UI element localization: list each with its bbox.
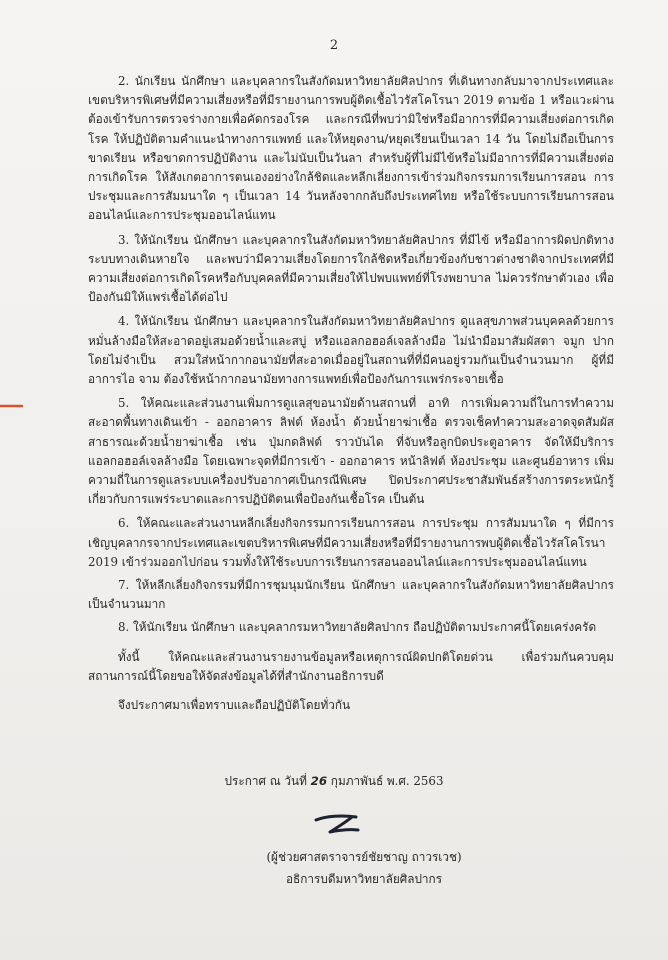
date-prefix: ประกาศ ณ วันที่ (224, 774, 311, 788)
reporting-note: ทั้งนี้ ให้คณะและส่วนงานรายงานข้อมูลหรือเหตุการณ์ผิดปกติโดยด่วน เพื่อร่วมกันควบคุมสถานการณ์นี้โดยขอให้จัดส่งข้อมูลได้ที่สำนักงานอธิการบดี (88, 649, 614, 683)
paragraph-item-7: 7. ให้หลีกเลี่ยงกิจกรรมที่มีการชุมนุมนักเรียน นักศึกษา และบุคลากรในสังกัดมหาวิทยาลัยศิลปากร เป็นจำนวนมาก (88, 578, 614, 612)
signature-mark (312, 812, 362, 842)
paragraph-item-3: 3. ให้นักเรียน นักศึกษา และบุคลากรในสังกัดมหาวิทยาลัยศิลปากร ที่มีไข้ หรือมีอาการผิดปกติทางระบบทางเดินหายใจ และพบว่ามีความเสี่ยงโดยการใกล้ชิดหรือเกี่ยวข้องกับชาวต่างชาติจากประเทศที่มีความเสี่ยงต่อการเกิดโรคหรือกับบุคคลที่มีความเสี่ยงให้ไปพบแพทย์ที่โรงพยาบาล ไม่ควรรักษาตัวเอง เพื่อป้องกันมิให้แพร่เชื้อได้ต่อไป (88, 232, 614, 305)
paragraph-item-2: 2. นักเรียน นักศึกษา และบุคลากรในสังกัดมหาวิทยาลัยศิลปากร ที่เดินทางกลับมาจากประเทศและเขตบริหารพิเศษที่มีความเสี่ยงหรือที่มีรายงานการพบผู้ติดเชื้อไวรัสโคโรนา 2019 ตามข้อ 1 หรือแวะผ่านต้องเข้ารับการตรวจร่างกายเพื่อคัดกรองโรค และกรณีที่พบว่ามิใช่หรือมีอาการที่มีความเสี่ยงต่อการเกิดโรค ให้ปฏิบัติตามคำแนะนำทางการแพทย์ และให้หยุดงาน/หยุดเรียนเป็นเวลา 14 วัน โดยไม่ถือเป็นการขาดเรียน หรือขาดการปฏิบัติงาน และไม่นับเป็นวันลา สำหรับผู้ที่ไม่มีไข้หรือไม่มีอาการที่มีความเสี่ยงต่อการเกิดโรค ให้สังเกตอาการตนเองอย่างใกล้ชิดและหลีกเลี่ยงการเข้าร่วมกิจกรรมการเรียนการสอน การประชุมและการสัมมนาใด ๆ เป็นเวลา 14 วันหลังจากกลับถึงประเทศไทย หรือใช้ระบบการเรียนการสอนออนไลน์และการประชุมออนไลน์แทน (88, 74, 614, 223)
signature-icon (312, 812, 362, 838)
signer-title: อธิการบดีมหาวิทยาลัยศิลปากร (285, 872, 443, 886)
margin-pen-mark (0, 394, 24, 413)
page-number: 2 (329, 38, 339, 53)
closing-statement: จึงประกาศมาเพื่อทราบและถือปฏิบัติโดยทั่วกัน (118, 698, 351, 713)
announcement-date (0, 772, 668, 791)
document-body (88, 72, 614, 720)
signer-name: (ผู้ช่วยศาสตราจารย์ชัยชาญ ถาวรเวช) (266, 850, 462, 864)
paragraph-item-4: 4. ให้นักเรียน นักศึกษา และบุคลากรในสังกัดมหาวิทยาลัยศิลปากร ดูแลสุขภาพส่วนบุคคลด้วยการหมั่นล้างมือให้สะอาดอยู่เสมอด้วยน้ำและสบู่ หรือแอลกอฮอล์เจลล้างมือ ไม่นำมือมาสัมผัสตา จมูก ปาก โดยไม่จำเป็น สวมใส่หน้ากากอนามัยที่สะอาดเมื่ออยู่ในสถานที่ที่มีคนอยู่รวมกันเป็นจำนวนมาก ผู้ที่มีอาการไอ จาม ต้องใช้หน้ากากอนามัยทางการแพทย์เพื่อป้องกันการแพร่กระจายเชื้อ (88, 314, 614, 387)
pen-stroke-icon (0, 403, 24, 409)
paragraph-item-8: 8. ให้นักเรียน นักศึกษา และบุคลากรมหาวิทยาลัยศิลปากร ถือปฏิบัติตามประกาศนี้โดยเคร่งครัด (118, 620, 597, 635)
date-suffix: กุมภาพันธ์ พ.ศ. 2563 (327, 774, 444, 788)
paragraph-item-5: 5. ให้คณะและส่วนงานเพิ่มการดูแลสุขอนามัยด้านสถานที่ อาทิ การเพิ่มความถี่ในการทำความสะอาดพื้นทางเดินเข้า - ออกอาคาร ลิฟต์ ห้องน้ำ ด้วยน้ำยาฆ่าเชื้อ ตรวจเช็คทำความสะอาดจุดสัมผัสสาธารณะด้วยน้ำยาฆ่าเชื้อ เช่น ปุ่มกดลิฟต์ ราวบันได ที่จับหรือลูกบิดประตูอาคาร จัดให้มีบริการแอลกอฮอล์เจลล้างมือ โดยเฉพาะจุดที่มีการเข้า - ออกอาคาร หน้าลิฟต์ ห้องประชุม และศูนย์อาหาร เพิ่มความถี่ในการดูแลระบบเครื่องปรับอากาศเป็นกรณีพิเศษ ปิดประกาศประชาสัมพันธ์สร้างการตระหนักรู้เกี่ยวกับการแพร่ระบาดและการปฏิบัติตนเพื่อป้องกันเชื้อโรค เป็นต้น (88, 396, 614, 507)
paragraph-item-6: 6. ให้คณะและส่วนงานหลีกเลี่ยงกิจกรรมการเรียนการสอน การประชุม การสัมมนาใด ๆ ที่มีการเชิญบุคลากรจากประเทศและเขตบริหารพิเศษที่มีความเสี่ยงหรือที่มีรายงานการพบผู้ติดเชื้อไวรัสโคโรนา 2019 เข้าร่วมออกไปก่อน รวมทั้งให้ใช้ระบบการเรียนการสอนออนไลน์และการประชุมออนไลน์แทน (88, 516, 614, 569)
handwritten-day: 26 (310, 774, 328, 788)
